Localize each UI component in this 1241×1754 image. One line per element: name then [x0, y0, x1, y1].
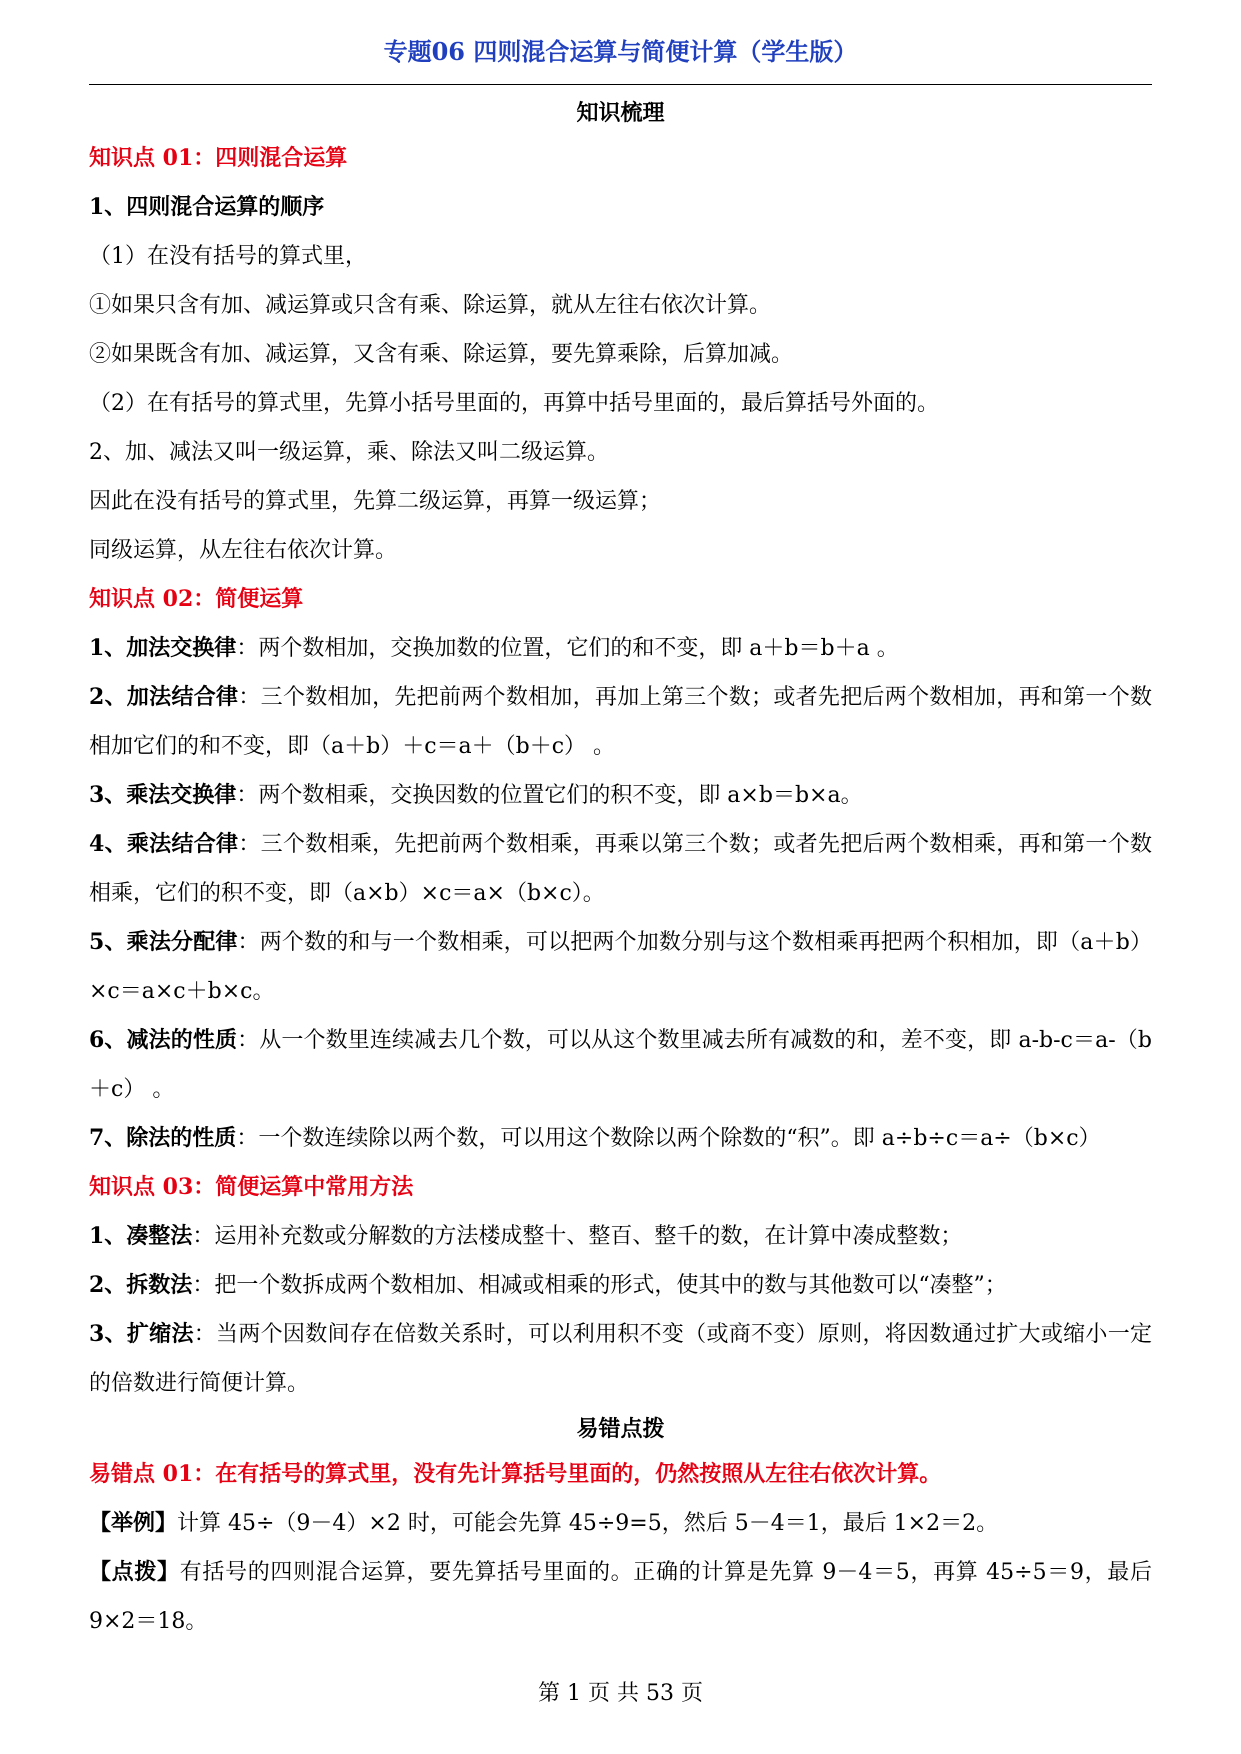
tip-text: 有括号的四则混合运算，要先算括号里面的。正确的计算是先算 9－4＝5，再算 45÷5＝9，最后 9×2＝18。: [89, 1560, 1152, 1634]
law-name: 2、加法结合律: [89, 684, 239, 710]
kp1-line: （1）在没有括号的算式里，: [89, 244, 367, 269]
total-pages-number: 53: [646, 1681, 674, 1706]
footer-middle: 页 共: [588, 1681, 639, 1706]
tip-paragraph: [89, 1548, 1152, 1646]
footer-suffix: 页: [681, 1681, 704, 1706]
tip-label: 【点拨】: [89, 1559, 180, 1585]
law-name: 1、加法交换律: [89, 635, 237, 661]
kp1-line: ②如果既含有加、减运算，又含有乘、除运算，要先算乘除，后算加减。: [89, 342, 794, 367]
example-paragraph: [89, 1499, 1152, 1548]
header-divider: [89, 84, 1152, 85]
kp1-line: 2、加、减法又叫一级运算，乘、除法又叫二级运算。: [89, 440, 609, 465]
section-title-knowledge: 知识梳理: [576, 100, 665, 126]
law-text: ：从一个数里连续减去几个数，可以从这个数里减去所有减数的和，差不变，即 a-b-c＝a-（b＋c） 。: [89, 1028, 1152, 1102]
example-label: 【举例】: [89, 1510, 178, 1536]
kp1-line: 因此在没有括号的算式里，先算二级运算，再算一级运算；: [89, 489, 662, 514]
law-item: [89, 624, 1152, 673]
method-name: 1、凑整法: [89, 1223, 193, 1249]
law-text: ：两个数相乘，交换因数的位置它们的积不变，即 a×b＝b×a。: [236, 783, 863, 808]
example-text: 计算 45÷（9－4）×2 时，可能会先算 45÷9=5，然后 5－4＝1，最后 1×2＝2。: [177, 1511, 999, 1536]
law-text: ：一个数连续除以两个数，可以用这个数除以两个除数的“积”。即 a÷b÷c＝a÷（b×c）: [236, 1126, 1101, 1151]
law-name: 3、乘法交换律: [89, 782, 237, 808]
law-item: [89, 1114, 1152, 1163]
knowledge-point-01-title: 知识点 01：四则混合运算: [89, 145, 348, 171]
law-item: [89, 771, 1152, 820]
method-item: [89, 1212, 1152, 1261]
method-name: 3、扩缩法: [89, 1321, 194, 1347]
page-title: [0, 34, 1241, 70]
kp1-line: ①如果只含有加、减运算或只含有乘、除运算，就从左往右依次计算。: [89, 293, 772, 318]
law-item: [89, 673, 1152, 771]
law-name: 5、乘法分配律: [89, 929, 238, 955]
section-title-mistakes: 易错点拨: [576, 1416, 665, 1442]
law-text: ：两个数相加，交换加数的位置，它们的和不变，即 a＋b＝b＋a 。: [236, 636, 899, 661]
method-text: ：当两个因数间存在倍数关系时，可以利用积不变（或商不变）原则，将因数通过扩大或缩小一定的倍数进行简便计算。: [89, 1322, 1152, 1396]
method-name: 2、拆数法: [89, 1272, 193, 1298]
footer-prefix: 第: [537, 1681, 560, 1706]
law-name: 7、除法的性质: [89, 1125, 237, 1151]
kp1-line: 同级运算，从左往右依次计算。: [89, 538, 398, 563]
knowledge-point-02-title: 知识点 02：简便运算: [89, 586, 304, 612]
law-name: 4、乘法结合律: [89, 831, 239, 857]
document-title: 专题06 四则混合运算与简便计算（学生版）: [383, 37, 858, 66]
page-footer: [0, 1678, 1241, 1710]
method-text: ：把一个数拆成两个数相加、相减或相乘的形式，使其中的数与其他数可以“凑整”；: [192, 1273, 1007, 1298]
method-text: ：运用补充数或分解数的方法楼成整十、整百、整千的数，在计算中凑成整数；: [192, 1224, 963, 1249]
page-body: [89, 92, 1152, 1646]
mistake-point-01-title: 易错点 01：在有括号的算式里，没有先计算括号里面的，仍然按照从左往右依次计算。: [89, 1461, 942, 1487]
law-item: [89, 918, 1152, 1016]
current-page-number: 1: [567, 1681, 581, 1706]
knowledge-point-03-title: 知识点 03：简便运算中常用方法: [89, 1174, 414, 1200]
method-item: [89, 1310, 1152, 1408]
kp1-line: （2）在有括号的算式里，先算小括号里面的，再算中括号里面的，最后算括号外面的。: [89, 391, 939, 416]
law-text: ：三个数相加，先把前两个数相加，再加上第三个数；或者先把后两个数相加，再和第一个数相加它们的和不变，即（a＋b）＋c＝a＋（b＋c） 。: [89, 685, 1152, 759]
method-item: [89, 1261, 1152, 1310]
law-text: ：三个数相乘，先把前两个数相乘，再乘以第三个数；或者先把后两个数相乘，再和第一个数相乘，它们的积不变，即（a×b）×c＝a×（b×c）。: [89, 832, 1152, 906]
law-item: [89, 1016, 1152, 1114]
law-item: [89, 820, 1152, 918]
law-name: 6、减法的性质: [89, 1027, 238, 1053]
law-text: ：两个数的和与一个数相乘，可以把两个加数分别与这个数相乘再把两个积相加，即（a＋b）×c＝a×c＋b×c。: [89, 930, 1152, 1004]
kp1-heading: 1、四则混合运算的顺序: [89, 194, 325, 220]
